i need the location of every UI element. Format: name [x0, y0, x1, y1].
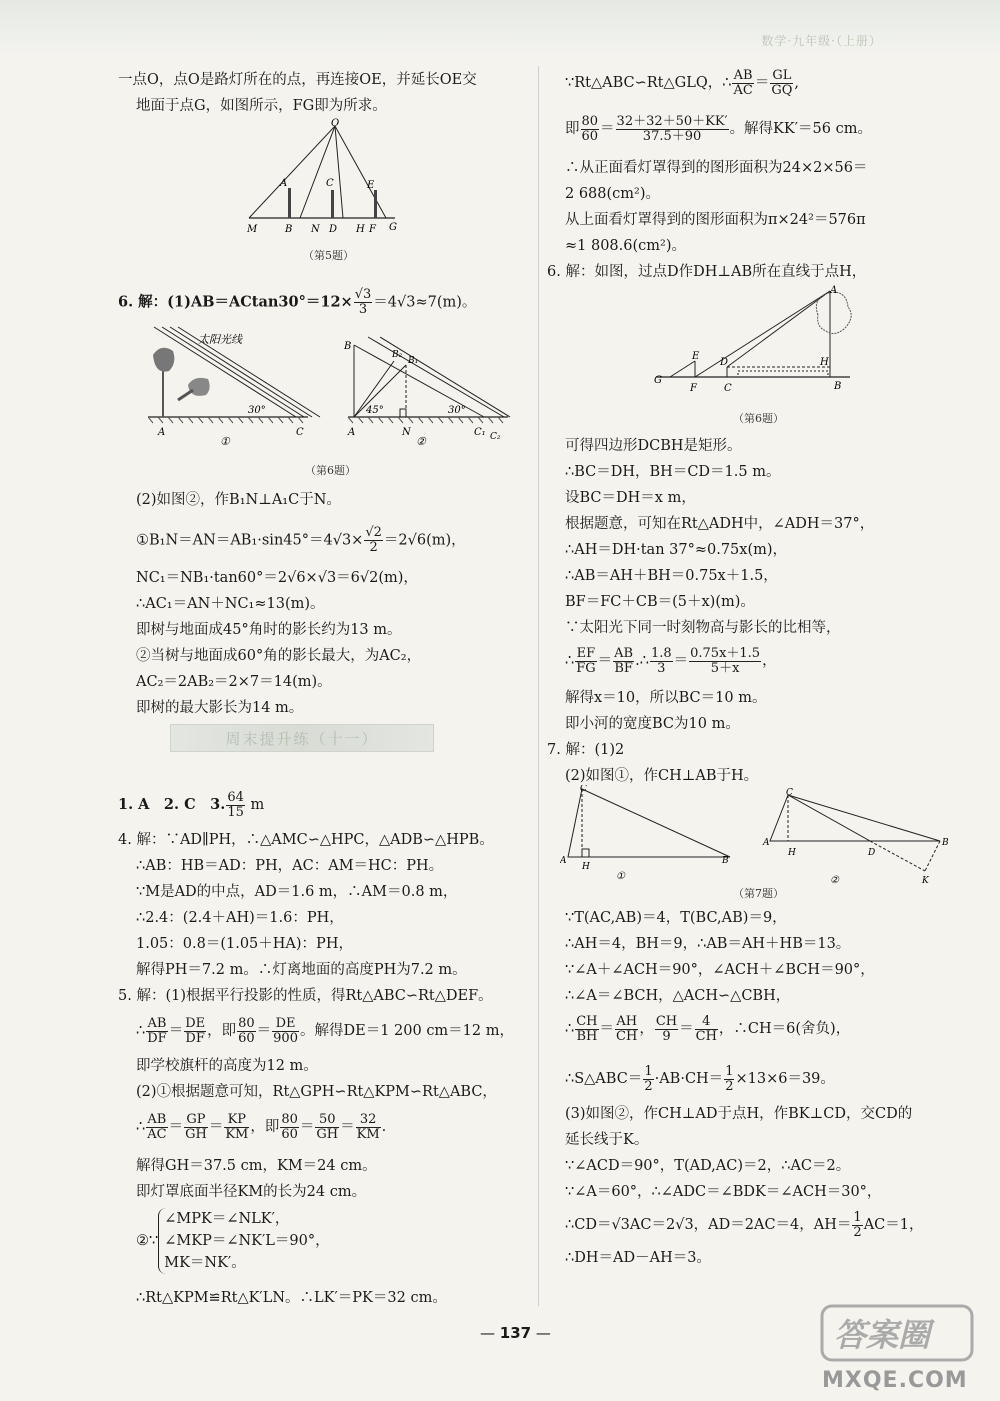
text-line: ∴2.4：(2.4＋AH)＝1.6：PH， [136, 910, 344, 926]
figure-6-left [148, 325, 518, 455]
svg-text:B: B [344, 341, 352, 352]
text-line: ∴AB：HB＝AD：PH，AC：AM＝HC：PH。 [136, 858, 444, 874]
brace-line: MK＝NK′。 [164, 1255, 246, 1271]
fraction [581, 115, 600, 144]
svg-text:D: D [868, 848, 876, 858]
fraction [226, 791, 245, 820]
fraction [364, 526, 383, 555]
fraction [643, 1065, 653, 1094]
fraction [575, 1015, 598, 1044]
fraction [852, 1211, 862, 1240]
figure-5 [243, 118, 403, 238]
svg-text:B: B [722, 856, 729, 866]
svg-text:①: ① [616, 871, 625, 882]
svg-text:F: F [369, 224, 376, 235]
fraction [272, 1017, 299, 1046]
svg-text:30°: 30° [448, 405, 466, 416]
numerator: KP [224, 1113, 249, 1128]
svg-text:A: A [280, 178, 288, 189]
numerator: √3 [354, 287, 372, 302]
denominator: CH [616, 1028, 638, 1044]
denominator: 15 [227, 804, 244, 820]
r-text: ∴CD＝√3AC＝2√3，AD＝2AC＝4，AH＝ [565, 1217, 852, 1233]
fraction [356, 1113, 381, 1142]
text-line: ∴ $\frac{AB}{DF}$ ＝ $\frac{DE}{DF}$ ，即 $\frac{80}{60}$ ＝ $\frac{DE}{900}$ 。解得DE＝1 200 cm＝12 m， [136, 1015, 514, 1046]
text-line: 2 688(cm²)。 [565, 186, 661, 202]
fraction [146, 1017, 167, 1046]
header-band [0, 0, 1000, 58]
section-banner [170, 724, 434, 752]
r-text: ·AB·CH＝ [654, 1071, 724, 1087]
text-line [565, 1208, 923, 1242]
r-text: ×13×6＝39。 [735, 1071, 835, 1087]
text-line: BF＝FC＋CB＝(5＋x)(m)。 [565, 594, 755, 610]
svg-text:B₁: B₁ [408, 356, 419, 366]
text-line: ∴AB＝AH＋BH＝0.75x＋1.5， [565, 568, 778, 584]
q6-text: ＝4√3≈7(m)。 [373, 294, 477, 311]
fraction [732, 69, 753, 98]
fraction [280, 1113, 299, 1142]
r-text: 即 [565, 121, 580, 137]
fraction [575, 647, 596, 676]
numerator: 1.8 [650, 645, 672, 661]
fraction [354, 288, 373, 317]
numerator: GP [184, 1113, 208, 1128]
numerator: 64 [227, 789, 244, 805]
denominator: BF [614, 660, 633, 676]
text-line [118, 288, 476, 317]
fraction [724, 1065, 734, 1094]
denominator: 60 [238, 1030, 255, 1046]
svg-text:N: N [402, 427, 411, 438]
text-line: 6. 解：如图，过点D作DH⊥AB所在直线于点H， [547, 264, 867, 280]
r-text: AC＝1， [863, 1217, 924, 1233]
denominator: 2 [369, 540, 378, 555]
numerator: 1 [725, 1063, 734, 1079]
watermark-logo [820, 1300, 990, 1366]
text-line: ∵Rt△ABC∽Rt△GLQ，∴ $\frac{AB}{AC}$ ＝ $\frac{GL}{GQ}$ , [565, 67, 799, 98]
denominator: DF [185, 1030, 205, 1046]
text-line: ∵T(AC,AB)＝4，T(BC,AB)＝9， [565, 910, 787, 926]
text-line: 根据题意，可知在Rt△ADH中，∠ADH＝37°， [565, 516, 875, 532]
svg-text:F: F [690, 383, 697, 394]
q5-text: ，即 [250, 1119, 280, 1135]
text-line: ∴ $\frac{CH}{BH}$ ＝ $\frac{AH}{CH}$ ， $\frac{CH}{9}$ ＝ $\frac{4}{CH}$ ，∴CH＝6(舍负)， [565, 1013, 851, 1044]
svg-text:C: C [326, 178, 334, 189]
numerator: AB [147, 1111, 167, 1127]
denominator: 2 [853, 1224, 862, 1240]
text-line: ∴∠A＝∠BCH，△ACH∽△CBH， [565, 988, 791, 1004]
svg-text:C: C [580, 785, 587, 794]
text-line: (3)如图②，作CH⊥AD于点H，作BK⊥CD，交CD的 [565, 1106, 913, 1122]
svg-text:45°: 45° [366, 405, 384, 416]
text-line: 即 $\frac{80}{60}$ ＝ $\frac{32+32+50+KK'}{37.5+90}$ 。解得KK′＝56 cm。 [565, 113, 872, 144]
text-line: 1.05：0.8＝(1.05＋HA)：PH， [136, 936, 353, 952]
svg-text:A: A [348, 427, 356, 438]
figure-caption: （第7题） [733, 887, 784, 900]
numerator: 1 [644, 1063, 653, 1079]
denominator: AC [147, 1126, 167, 1142]
page-number: — 137 — [480, 1324, 551, 1342]
text-line: ∵M是AD的中点，AD＝1.6 m，∴AM＝0.8 m， [136, 884, 458, 900]
figure-caption: （第5题） [303, 249, 354, 262]
svg-text:H: H [356, 224, 365, 235]
text-line: ②当树与地面成60°角的影长最大，为AC₂， [136, 648, 422, 664]
text-line: 地面于点G，如图所示，FG即为所求。 [136, 98, 387, 114]
denominator: 2 [725, 1078, 734, 1094]
denominator: AC [733, 82, 753, 98]
svg-text:C: C [724, 383, 732, 394]
svg-text:M: M [247, 224, 258, 235]
denominator: 3 [657, 660, 666, 676]
fraction [689, 647, 761, 676]
numerator: 32＋32＋50＋KK′ [616, 113, 728, 129]
text-line: 7. 解：(1)2 [547, 742, 625, 758]
denominator: 3 [358, 302, 368, 317]
svg-text:B: B [834, 381, 842, 392]
fraction [695, 1015, 718, 1044]
text-line: NC₁＝NB₁·tan60°＝2√6×√3＝6√2(m)， [136, 570, 418, 586]
numerator: AB [733, 67, 753, 83]
watermark-url: MXQE.COM [822, 1368, 968, 1393]
denominator: GH [185, 1126, 207, 1142]
svg-text:E: E [367, 180, 375, 191]
text-line: ∵∠A＋∠ACH＝90°，∠ACH＋∠BCH＝90°， [565, 962, 875, 978]
text-line: (2)①根据题意可知，Rt△GPH∽Rt△KPM∽Rt△ABC， [136, 1084, 497, 1100]
text-line: ∴从正面看灯罩得到的图形面积为24×2×56＝ [565, 160, 868, 176]
text-line [136, 526, 466, 555]
numerator: AH [616, 1013, 638, 1029]
fraction [655, 1015, 678, 1044]
svg-text:H: H [582, 862, 590, 872]
denominator: CH [695, 1028, 717, 1044]
svg-text:H: H [820, 357, 829, 368]
svg-text:A: A [763, 838, 770, 848]
text-line: 一点O，点O是路灯所在的点，再连接OE，并延长OE交 [118, 72, 477, 88]
fraction [616, 115, 729, 144]
numerator: EF [576, 645, 596, 661]
text-line: ∵∠ACD＝90°，T(AD,AC)＝2，∴AC＝2。 [565, 1158, 851, 1174]
r-text: ∴S△ABC＝ [565, 1071, 643, 1087]
svg-text:B: B [285, 224, 293, 235]
denominator: 2 [644, 1078, 653, 1094]
svg-text:A: A [560, 856, 567, 866]
svg-text:B: B [942, 838, 949, 848]
denominator: BH [576, 1028, 598, 1044]
svg-text:太阳光线: 太阳光线 [198, 333, 242, 346]
denominator: 37.5＋90 [642, 128, 702, 144]
q5-text: 。解得DE＝1 200 cm＝12 m， [299, 1023, 514, 1039]
denominator: FG [576, 660, 596, 676]
fraction [224, 1113, 249, 1142]
svg-text:E: E [692, 351, 700, 362]
denominator: 60 [281, 1126, 298, 1142]
text-line: 解得PH＝7.2 m。∴灯离地面的高度PH为7.2 m。 [136, 962, 467, 978]
text-line: ∴DH＝AD－AH＝3。 [565, 1250, 711, 1266]
denominator: 9 [662, 1028, 671, 1044]
numerator: GL [770, 69, 793, 84]
numerator: 0.75x＋1.5 [690, 645, 761, 661]
svg-text:30°: 30° [248, 405, 266, 416]
svg-text:C: C [786, 788, 793, 798]
text-line: ∵∠A＝60°，∴∠ADC＝∠BDK＝∠ACH＝30°， [565, 1184, 882, 1200]
numerator: CH [576, 1013, 598, 1029]
svg-text:A: A [830, 285, 838, 296]
brace-block: ②∵∠MPK＝∠NLK′， ∠MKP＝∠NK′L＝90°， MK＝NK′。 [136, 1208, 330, 1274]
svg-text:N: N [311, 224, 320, 235]
svg-text:C: C [296, 427, 304, 438]
numerator: 80 [238, 1015, 255, 1031]
q5-text: ，即 [207, 1023, 237, 1039]
brace-line: ∠MKP＝∠NK′L＝90°， [164, 1233, 330, 1249]
numerator: DE [272, 1017, 299, 1032]
denominator: 5＋x [710, 660, 740, 676]
r-text: 。解得KK′＝56 cm。 [729, 121, 872, 137]
svg-text:O: O [331, 118, 340, 129]
text-line: 即灯罩底面半径KM的长为24 cm。 [136, 1184, 367, 1200]
text-line: 4. 解：∵AD∥PH，∴△AMC∽△HPC，△ADB∽△HPB。 [118, 832, 494, 848]
text-line: 即树与地面成45°角时的影长约为13 m。 [136, 622, 402, 638]
text-line: ∴BC＝DH，BH＝CD＝1.5 m。 [565, 464, 781, 480]
numerator: √2 [365, 525, 382, 540]
text-line: 可得四边形DCBH是矩形。 [565, 438, 742, 454]
unit: m [250, 797, 265, 813]
text-line [118, 788, 264, 822]
denominator: KM [356, 1126, 380, 1142]
text-line: 延长线于K。 [565, 1132, 649, 1148]
fraction [237, 1017, 256, 1046]
fraction [615, 1015, 638, 1044]
fraction [184, 1113, 208, 1142]
text-line: ∵太阳光下同一时刻物高与影长的比相等， [565, 620, 841, 636]
q6-text: ①B₁N＝AN＝AB₁·sin45°＝4√3× [136, 532, 364, 549]
svg-text:B₂: B₂ [392, 350, 403, 360]
text-line: ∴AH＝DH·tan 37°≈0.75x(m)， [565, 542, 788, 558]
r-text: ∵Rt△ABC∽Rt△GLQ，∴ [565, 75, 732, 91]
header-banner: 数学·九年级·（上册） [761, 34, 882, 48]
text-line: ∴AC₁＝AN＋NC₁≈13(m)。 [136, 596, 325, 612]
svg-text:H: H [788, 848, 796, 858]
svg-text:D: D [329, 224, 338, 235]
text-line: 即树的最大影长为14 m。 [136, 700, 304, 716]
svg-text:C₁: C₁ [474, 427, 486, 438]
text-line: ∴AH＝4，BH＝9，∴AB＝AH＋HB＝13。 [565, 936, 851, 952]
numerator: 50 [315, 1113, 339, 1128]
text-line: 从上面看灯罩得到的图形面积为π×24²＝576π [565, 212, 866, 228]
numerator: 1 [853, 1209, 862, 1225]
figure-caption: （第6题） [733, 412, 784, 425]
fraction [184, 1017, 206, 1046]
numerator: 80 [281, 1111, 298, 1127]
text-line: ≈1 808.6(cm²)。 [565, 238, 686, 254]
svg-text:G: G [654, 375, 662, 386]
numerator: 4 [695, 1015, 718, 1030]
fraction [770, 69, 793, 98]
numerator: 80 [581, 113, 599, 129]
text-line: AC₂＝2AB₂＝2×7＝14(m)。 [136, 674, 332, 690]
text-line: ∴ $\frac{EF}{FG}$ ＝ $\frac{AB}{BF}$ .∴ $\frac{1.8}{3}$ ＝ $\frac{0.75x+1.5}{5+x}$ ， [565, 645, 777, 676]
text-line: ∴Rt△KPM≌Rt△K′LN。∴LK′＝PK＝32 cm。 [136, 1290, 447, 1306]
svg-text:G: G [389, 222, 397, 233]
figure-7 [560, 785, 950, 885]
text-line: 解得GH＝37.5 cm，KM＝24 cm。 [136, 1158, 377, 1174]
denominator: GQ [771, 82, 793, 98]
brace-line: ∠MPK＝∠NLK′， [164, 1211, 290, 1227]
svg-text:D: D [720, 357, 729, 368]
text-line: (2)如图②，作B₁N⊥A₁C于N。 [136, 492, 341, 508]
brace-conditions [158, 1208, 329, 1274]
denominator: DF [147, 1030, 167, 1046]
fraction [650, 647, 673, 676]
svg-text:C₂: C₂ [490, 432, 501, 442]
numerator: AB [147, 1015, 167, 1031]
svg-text:A: A [158, 427, 166, 438]
svg-text:K: K [922, 876, 929, 885]
numerator: CH [655, 1013, 678, 1029]
text-line [565, 1062, 835, 1096]
text-line: 5. 解：(1)根据平行投影的性质，得Rt△ABC∽Rt△DEF。 [118, 988, 493, 1004]
fraction [146, 1113, 167, 1142]
answers: 1. A 2. C 3. [118, 796, 226, 813]
svg-text:②: ② [830, 875, 839, 885]
svg-text:②: ② [416, 435, 426, 448]
text-line: 解得x＝10，所以BC＝10 m。 [565, 690, 767, 706]
fraction [315, 1113, 339, 1142]
numerator: AB [614, 645, 634, 661]
q6-text: ＝2√6(m)， [383, 532, 466, 549]
figure-6-right [650, 285, 860, 405]
section-title: 周末提升练（十一） [225, 730, 379, 748]
text-line: 设BC＝DH＝x m， [565, 490, 696, 506]
svg-text:①: ① [220, 435, 230, 448]
column-divider [538, 66, 539, 1306]
denominator: KM [225, 1126, 249, 1142]
text-line: 即学校旗杆的高度为12 m。 [136, 1058, 318, 1074]
fraction [613, 647, 634, 676]
numerator: DE [185, 1015, 206, 1031]
denominator: 900 [273, 1030, 298, 1046]
r-text: ，∴CH＝6(舍负)， [718, 1021, 851, 1037]
denominator: GH [316, 1126, 339, 1142]
figure-caption: （第6题） [305, 464, 356, 477]
numerator: 32 [356, 1113, 381, 1128]
q6-text: 6. 解：(1)AB＝ACtan30°＝12× [118, 293, 353, 311]
text-line: ∴ $\frac{AB}{AC}$ ＝ $\frac{GP}{GH}$ ＝ $\frac{KP}{KM}$ ，即 $\frac{80}{60}$ ＝ $\frac{50}{GH}$ ＝ $\frac{32}{KM}$ . [136, 1111, 387, 1142]
watermark-logo-text: 答案圈 [834, 1316, 931, 1354]
text-line: (2)如图①，作CH⊥AB于H。 [565, 768, 759, 784]
text-line: 即小河的宽度BC为10 m。 [565, 716, 740, 732]
denominator: 60 [581, 128, 599, 144]
